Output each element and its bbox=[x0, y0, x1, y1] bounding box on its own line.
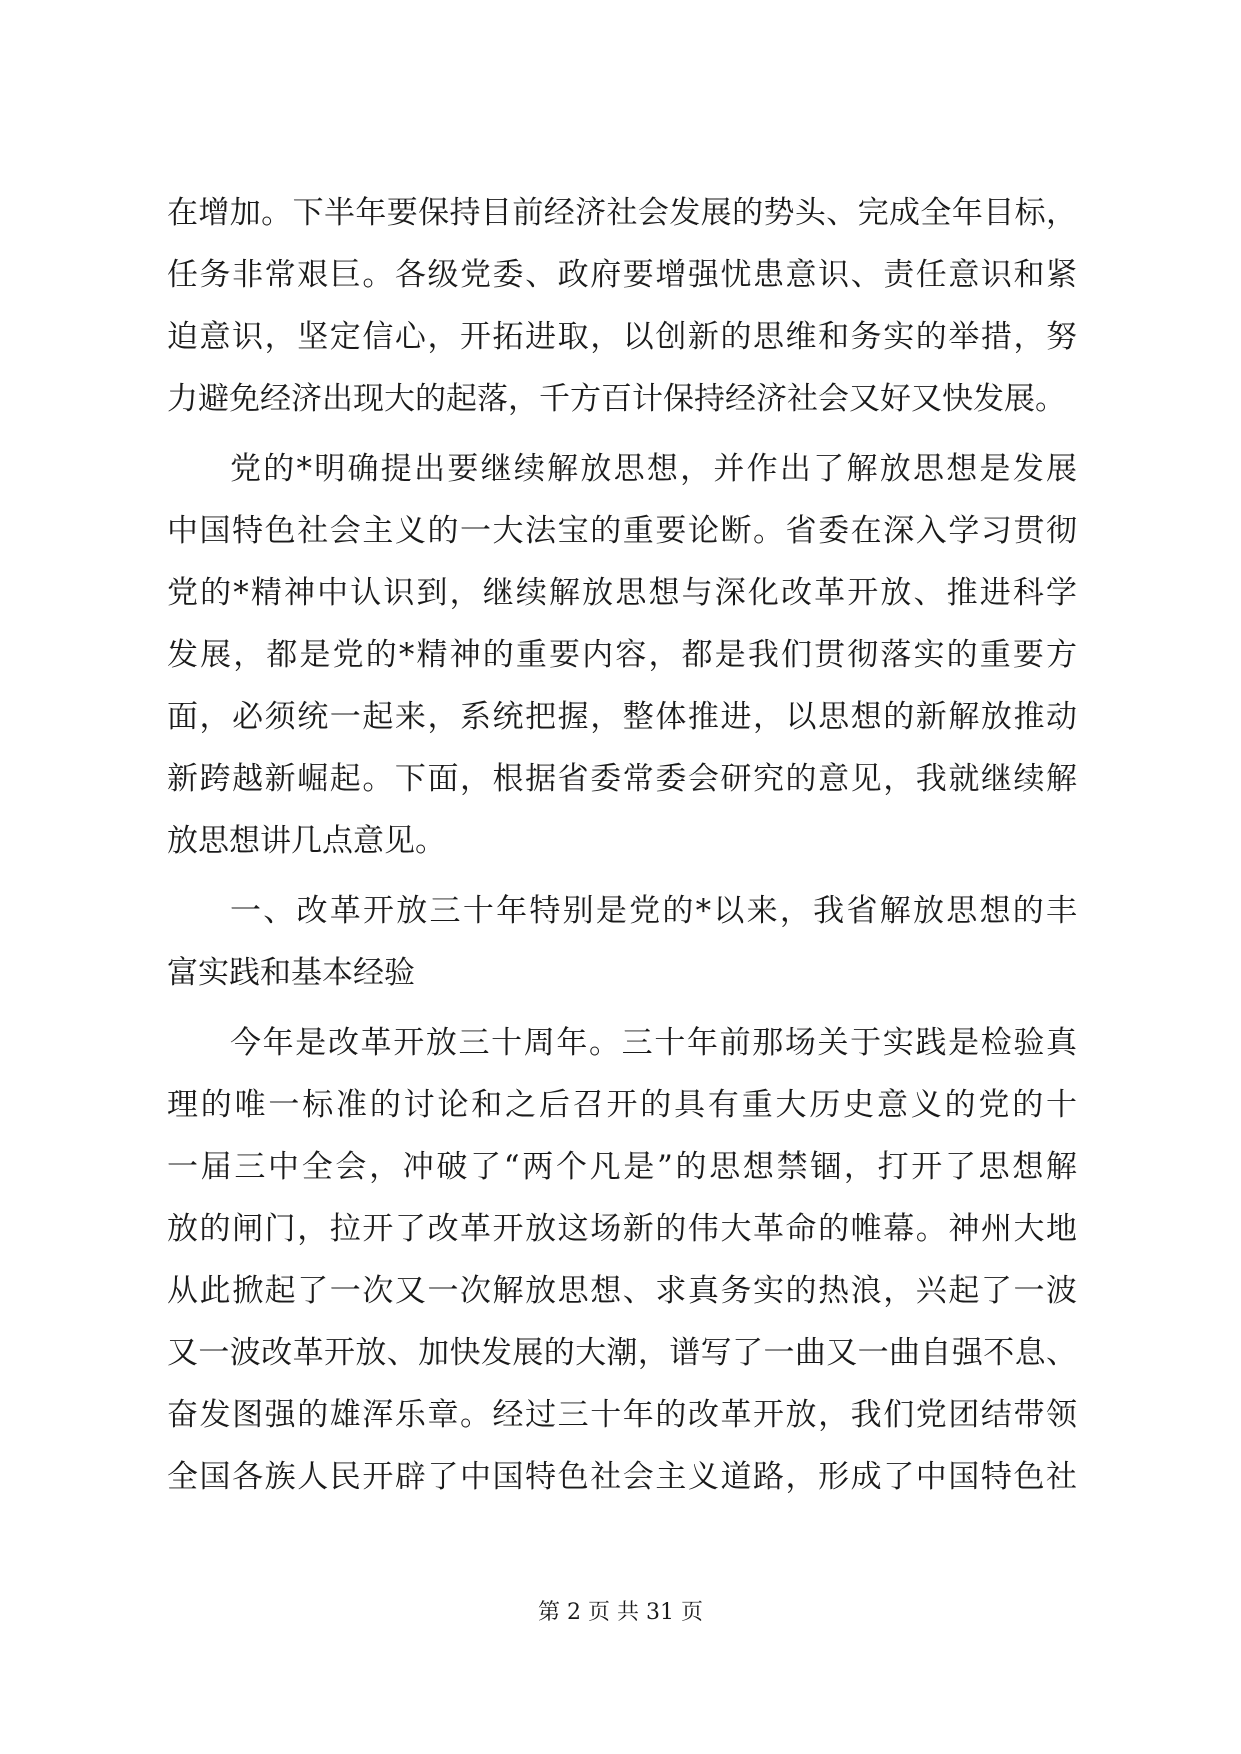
section-heading bbox=[167, 880, 1077, 1004]
paragraph bbox=[167, 182, 1077, 430]
text-line: 今年是改革开放三十周年。三十年前那场关于实践是检验真 bbox=[230, 1025, 1077, 1061]
text-line: 新跨越新崛起。下面，根据省委常委会研究的意见，我就继续解 bbox=[167, 761, 1077, 797]
text-line: 理的唯一标准的讨论和之后召开的具有重大历史意义的党的十 bbox=[167, 1087, 1077, 1123]
text-line: 一、改革开放三十年特别是党的*以来，我省解放思想的丰 bbox=[230, 893, 1077, 929]
text-line: 发展，都是党的*精神的重要内容，都是我们贯彻落实的重要方 bbox=[167, 637, 1077, 673]
paragraph bbox=[167, 438, 1077, 872]
page-number-footer: 第 2 页 共 31 页 bbox=[538, 1600, 703, 1625]
text-line: 奋发图强的雄浑乐章。经过三十年的改革开放，我们党团结带领 bbox=[167, 1397, 1077, 1433]
text-line: 放思想讲几点意见。 bbox=[167, 823, 446, 859]
text-line: 面，必须统一起来，系统把握，整体推进，以思想的新解放推动 bbox=[167, 699, 1077, 735]
text-line: 富实践和基本经验 bbox=[167, 955, 415, 991]
text-line: 迫意识，坚定信心，开拓进取，以创新的思维和务实的举措，努 bbox=[167, 319, 1077, 355]
text-line: 党的*明确提出要继续解放思想，并作出了解放思想是发展 bbox=[230, 451, 1077, 487]
text-line: 放的闸门，拉开了改革开放这场新的伟大革命的帷幕。神州大地 bbox=[167, 1211, 1077, 1247]
text-line: 从此掀起了一次又一次解放思想、求真务实的热浪，兴起了一波 bbox=[167, 1273, 1077, 1309]
text-line: 在增加。下半年要保持目前经济社会发展的势头、完成全年目标， bbox=[167, 195, 1077, 231]
paragraph bbox=[167, 1012, 1077, 1508]
text-line: 又一波改革开放、加快发展的大潮，谱写了一曲又一曲自强不息、 bbox=[167, 1335, 1077, 1371]
text-line: 力避免经济出现大的起落，千方百计保持经济社会又好又快发展。 bbox=[167, 381, 1066, 417]
text-line: 全国各族人民开辟了中国特色社会主义道路，形成了中国特色社 bbox=[167, 1459, 1077, 1495]
text-line: 中国特色社会主义的一大法宝的重要论断。省委在深入学习贯彻 bbox=[167, 513, 1077, 549]
text-line: 任务非常艰巨。各级党委、政府要增强忧患意识、责任意识和紧 bbox=[167, 257, 1077, 293]
text-line: 一届三中全会，冲破了“两个凡是”的思想禁锢，打开了思想解 bbox=[167, 1149, 1077, 1185]
body-text bbox=[167, 182, 1077, 1508]
text-line: 党的*精神中认识到，继续解放思想与深化改革开放、推进科学 bbox=[167, 575, 1077, 611]
